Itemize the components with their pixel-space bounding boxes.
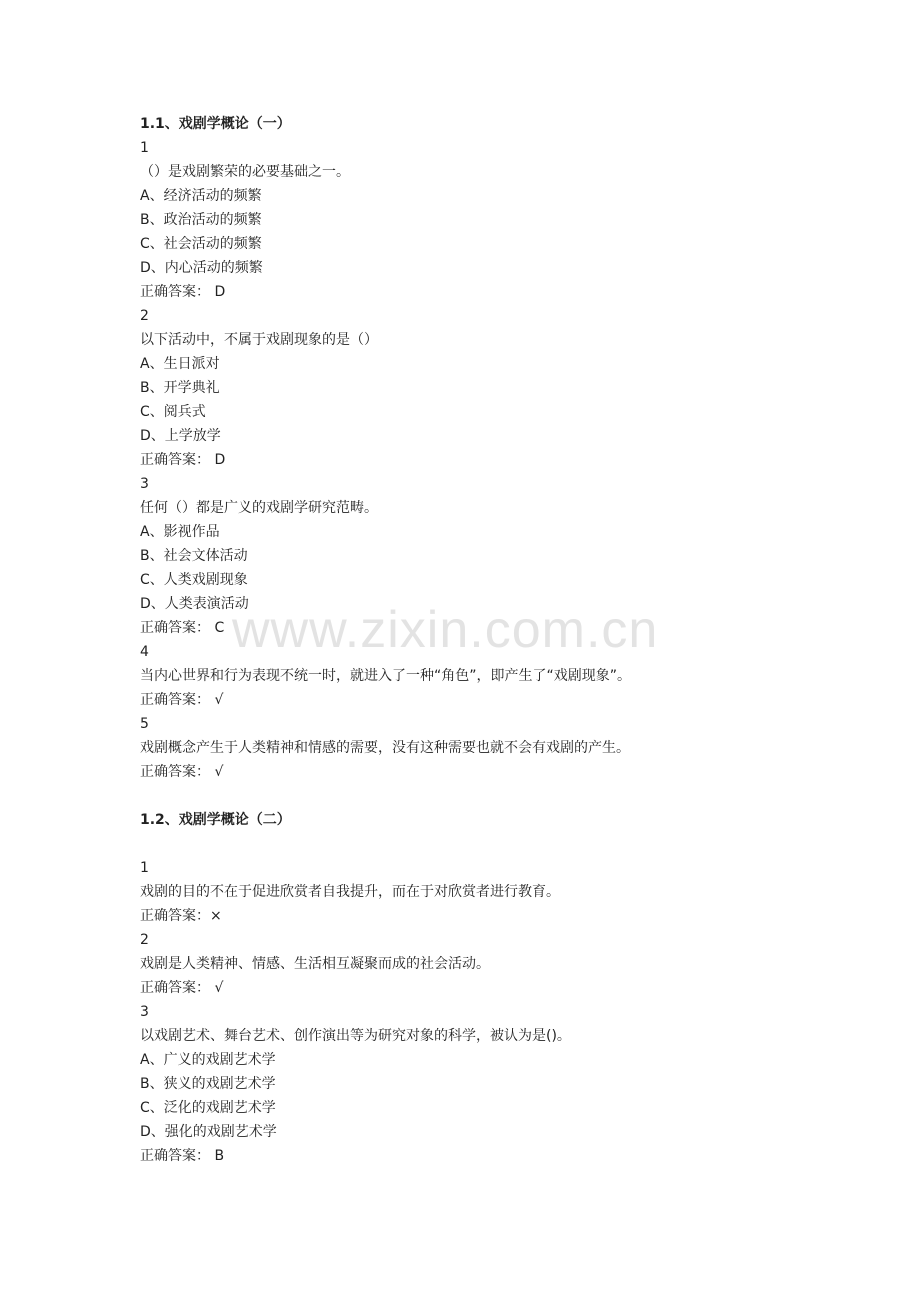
answer: 正确答案： √	[140, 692, 224, 708]
question-number: 3	[140, 1004, 149, 1020]
question-text: 任何（）都是广义的戏剧学研究范畴。	[140, 500, 378, 516]
question-text: 戏剧的目的不在于促进欣赏者自我提升，而在于对欣赏者进行教育。	[140, 884, 560, 900]
spacer	[140, 784, 840, 808]
section-heading: 1.2、戏剧学概论（二）	[140, 812, 291, 828]
document-body	[140, 112, 840, 1168]
option: A、经济活动的频繁	[140, 188, 262, 204]
question-text: 戏剧是人类精神、情感、生活相互凝聚而成的社会活动。	[140, 956, 490, 972]
answer: 正确答案： √	[140, 980, 224, 996]
answer: 正确答案： D	[140, 452, 226, 468]
answer: 正确答案： C	[140, 620, 225, 636]
option: D、内心活动的频繁	[140, 260, 263, 276]
option: B、政治活动的频繁	[140, 212, 262, 228]
option: C、阅兵式	[140, 404, 206, 420]
question-number: 4	[140, 644, 149, 660]
watermark: www.zixin.com.cn	[232, 601, 659, 659]
question-number: 3	[140, 476, 149, 492]
section-heading: 1.1、戏剧学概论（一）	[140, 116, 291, 132]
question-number: 1	[140, 860, 149, 876]
question-number: 2	[140, 308, 149, 324]
option: A、影视作品	[140, 524, 220, 540]
question-text: 以下活动中，不属于戏剧现象的是（）	[140, 332, 378, 348]
question-number: 1	[140, 140, 149, 156]
question-text: 当内心世界和行为表现不统一时，就进入了一种“角色”，即产生了“戏剧现象”。	[140, 668, 632, 684]
answer: 正确答案： B	[140, 1148, 225, 1164]
answer: 正确答案：×	[140, 908, 222, 924]
answer: 正确答案： D	[140, 284, 226, 300]
option: D、强化的戏剧艺术学	[140, 1124, 277, 1140]
option: A、生日派对	[140, 356, 220, 372]
option: D、人类表演活动	[140, 596, 249, 612]
option: B、开学典礼	[140, 380, 220, 396]
question-text: （）是戏剧繁荣的必要基础之一。	[140, 164, 350, 180]
question-text: 戏剧概念产生于人类精神和情感的需要，没有这种需要也就不会有戏剧的产生。	[140, 740, 630, 756]
option: C、泛化的戏剧艺术学	[140, 1100, 276, 1116]
option: D、上学放学	[140, 428, 221, 444]
answer: 正确答案： √	[140, 764, 224, 780]
option: C、社会活动的频繁	[140, 236, 262, 252]
question-number: 2	[140, 932, 149, 948]
option: B、狭义的戏剧艺术学	[140, 1076, 276, 1092]
option: B、社会文体活动	[140, 548, 248, 564]
question-number: 5	[140, 716, 149, 732]
option: C、人类戏剧现象	[140, 572, 248, 588]
spacer	[140, 832, 840, 856]
option: A、广义的戏剧艺术学	[140, 1052, 276, 1068]
question-text: 以戏剧艺术、舞台艺术、创作演出等为研究对象的科学，被认为是()。	[140, 1028, 571, 1044]
